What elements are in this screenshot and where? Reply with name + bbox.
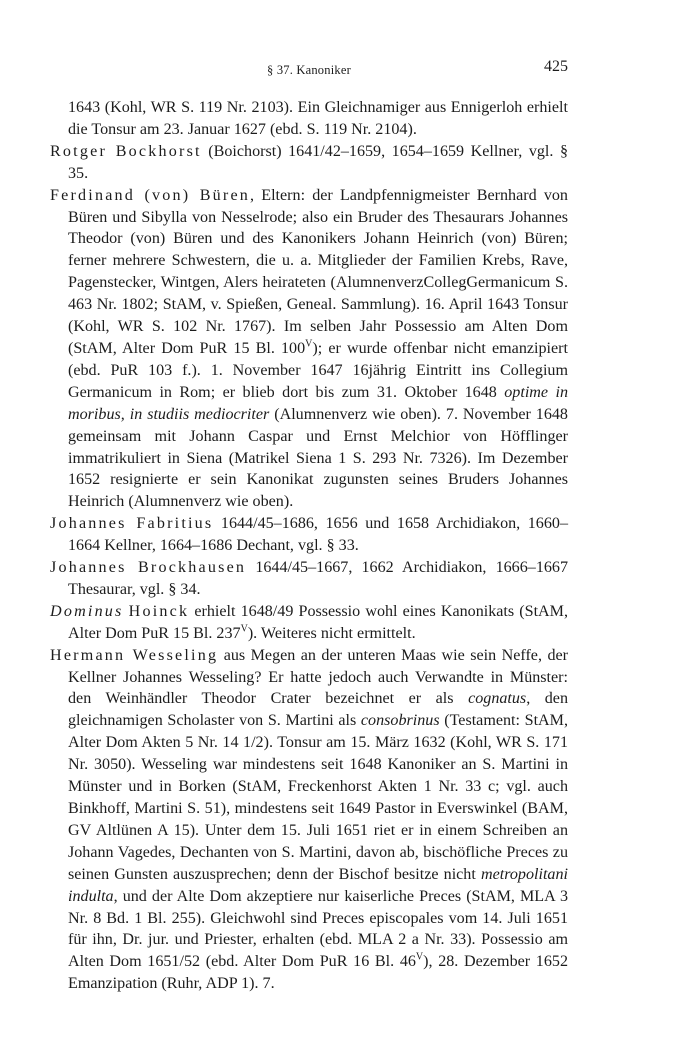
entry-prefix: Dominus bbox=[50, 602, 124, 620]
page-number: 425 bbox=[544, 58, 568, 75]
entry-name: Hoinck bbox=[128, 602, 190, 620]
page-header bbox=[50, 58, 568, 82]
entry-name: Rotger Bockhorst bbox=[50, 142, 202, 160]
entry-name: Johannes Brockhausen bbox=[50, 559, 247, 577]
entry-hoinck: Dominus Hoinck erhielt 1648/49 Possessio wohl eines Kanonikats (StAM, Alter Dom PuR 15 Bl. $237^V$). Weiteres nicht ermittelt. bbox=[50, 602, 569, 642]
running-head: § 37. Kanoniker bbox=[267, 63, 351, 77]
entry-bockhorst: Rotger Bockhorst (Boichorst) 1641/42–1659, 1654–1659 Kellner, vgl. § 35. bbox=[50, 142, 568, 182]
body-text bbox=[50, 97, 568, 995]
entry-name: Hermann Wesseling bbox=[50, 646, 219, 664]
entry-name: Ferdinand (von) Büren bbox=[50, 186, 251, 204]
entry-name: Johannes Fabritius bbox=[50, 515, 214, 533]
entry-wesseling: Hermann Wesseling aus Megen an der unteren Maas wie sein Neffe, der Kellner Johannes Wesseling? Er hatte jedoch auch Verwandte in Münster: den Weinhändler Theodor Crater bezeichnet er als cognatus, den gleichnamigen Scholaster von S. Martini als consobrinus (Testament: StAM, Alter Dom Akten 5 Nr. 14 1/2). Tonsur am 15. März 1632 (Kohl, WR S. 171 Nr. 3050). Wesseling war mindestens seit 1648 Kanoniker an S. Martini in Münster und in Borken (StAM, Freckenhorst Akten 1 Nr. 33 c; vgl. auch Binkhoff, Martini S. 51), mindestens seit 1649 Pastor in Everswinkel (BAM, GV Altlünen A 15). Unter dem 15. Juli 1651 riet er in einem Schreiben an Johann Vagedes, Dechanten von S. Martini, davon ab, bischöfliche Preces zu seinen Gunsten auszusprechen; denn der Bischof besitze nicht metropolitani indulta, und der Alte Dom akzeptiere nur kaiserliche Preces (StAM, MLA 3 Nr. 8 Bd. 1 Bl. 255). Gleichwohl sind Preces episcopales vom 14. Juli 1651 für ihn, Dr. jur. und Priester, erhalten (ebd. MLA 2 a Nr. 33). Possessio am Alten Dom 1651/52 (ebd. Alter Dom PuR 16 Bl. $46^V$), 28. Dezember 1652 Emanzipation (Ruhr, ADP 1). 7. bbox=[50, 646, 568, 993]
entry-fabritius: Johannes Fabritius 1644/45–1686, 1656 und 1658 Archidiakon, 1660–1664 Kellner, 1664–1686 Dechant, vgl. § 33. bbox=[50, 515, 568, 555]
entry-brockhausen: Johannes Brockhausen 1644/45–1667, 1662 Archidiakon, 1666–1667 Thesaurar, vgl. § 34. bbox=[50, 559, 569, 598]
entry-bueren: Ferdinand (von) Büren, Eltern: der Landpfennigmeister Bernhard von Büren und Sibylla von Nesselrode; also ein Bruder des Thesaurars Johannes Theodor (von) Büren und des Kanonikers Johann Heinrich (von) Büren; ferner mehrere Schwestern, die u. a. Mitglieder der Familien Krebs, Rave, Pagenstecker, Wintgen, Alers heirateten (AlumnenverzCollegGermanicum S. 463 Nr. 1802; StAM, v. Spießen, Geneal. Sammlung). 16. April 1643 Tonsur (Kohl, WR S. 102 Nr. 1767). Im selben Jahr Possessio am Alten Dom (StAM, Alter Dom PuR 15 Bl. $100^V$); er wurde offenbar nicht emanzipiert (ebd. PuR 103 f.). 1. November 1647 16jährig Eintritt ins Collegium Germanicum in Rom; er blieb dort bis zum 31. Oktober 1648 optime in moribus, in studiis mediocriter (Alumnenverz wie oben). 7. November 1648 gemeinsam mit Johann Caspar und Ernst Melchior von Höfflinger immatrikuliert in Siena (Matrikel Siena 1 S. 293 Nr. 7326). Im Dezember 1652 resignierte er sein Kanonikat zugunsten seines Bruders Johannes Heinrich (Alumnenverz wie oben). bbox=[50, 186, 569, 511]
entry-continuation: 1643 (Kohl, WR S. 119 Nr. 2103). Ein Gleichnamiger aus Ennigerloh erhielt die Tonsur am 23. Januar 1627 (ebd. S. 119 Nr. 2104). bbox=[68, 99, 568, 138]
